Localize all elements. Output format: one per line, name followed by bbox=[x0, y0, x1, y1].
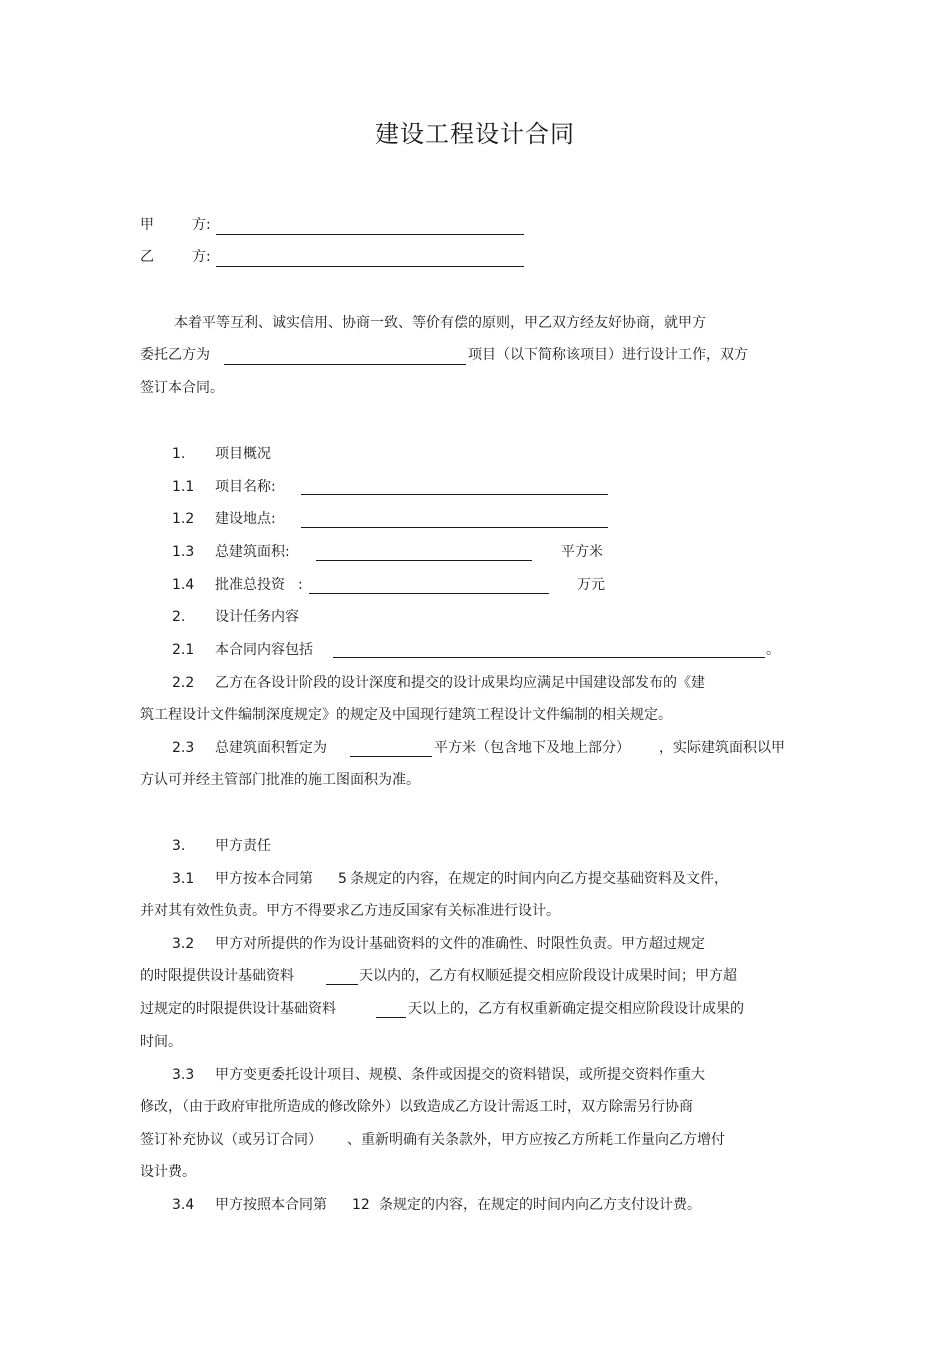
clause-3-2-line-1: 甲方对所提供的作为设计基础资料的文件的准确性、时限性负责。甲方超过规定 bbox=[215, 936, 705, 952]
party-a-blank[interactable] bbox=[216, 234, 524, 235]
clause-2-3-line-2: 方认可并经主管部门批准的施工图面积为准。 bbox=[140, 772, 420, 788]
clause-2-2-line-2: 筑工程设计文件编制深度规定》的规定及中国现行建筑工程设计文件编制的相关规定。 bbox=[140, 707, 672, 723]
clause-1-4-colon: : bbox=[298, 577, 303, 593]
intro-line-2a: 委托乙方为 bbox=[140, 347, 210, 363]
clause-3-4-number: 3.4 bbox=[172, 1197, 195, 1213]
clause-1-4-label: 批准总投资 bbox=[215, 577, 285, 593]
project-name-field[interactable] bbox=[301, 494, 608, 495]
clause-3-3-line-3b: 、重新明确有关条款外，甲方应按乙方所耗工作量向乙方增付 bbox=[347, 1132, 725, 1148]
section-1-title: 项目概况 bbox=[215, 446, 271, 462]
section-2-number: 2. bbox=[172, 609, 186, 625]
clause-3-2-line-4: 时间。 bbox=[140, 1034, 182, 1050]
clause-1-4-number: 1.4 bbox=[172, 577, 195, 593]
party-a-label: 甲 bbox=[140, 217, 154, 233]
intro-line-3: 签订本合同。 bbox=[140, 380, 224, 396]
clause-3-1-number: 3.1 bbox=[172, 871, 195, 887]
site-location-field[interactable] bbox=[301, 527, 608, 528]
party-b-suffix: 方: bbox=[192, 249, 211, 265]
page-title: 建设工程设计合同 bbox=[375, 120, 575, 148]
clause-2-3-text-a: 总建筑面积暂定为 bbox=[215, 740, 327, 756]
total-area-field[interactable] bbox=[316, 560, 532, 561]
clause-3-1-text-b: 条规定的内容，在规定的时间内向乙方提交基础资料及文件， bbox=[350, 871, 728, 887]
clause-3-3-line-2: 修改，（由于政府审批所造成的修改除外）以致造成乙方设计需返工时，双方除需另行协商 bbox=[140, 1099, 693, 1115]
clause-3-2-line-3b: 天以上的，乙方有权重新确定提交相应阶段设计成果的 bbox=[408, 1001, 744, 1017]
party-b-label: 乙 bbox=[140, 249, 154, 265]
clause-3-2-line-2b: 天以内的，乙方有权顺延提交相应阶段设计成果时间；甲方超 bbox=[359, 968, 737, 984]
clause-1-1-number: 1.1 bbox=[172, 479, 195, 495]
clause-2-2-number: 2.2 bbox=[172, 675, 195, 691]
total-investment-field[interactable] bbox=[309, 593, 549, 594]
clause-1-3-number: 1.3 bbox=[172, 544, 195, 560]
section-3-number: 3. bbox=[172, 838, 186, 854]
clause-3-3-line-4: 设计费。 bbox=[140, 1164, 196, 1180]
clause-3-3-number: 3.3 bbox=[172, 1067, 195, 1083]
clause-1-3-unit: 平方米 bbox=[561, 544, 603, 560]
contract-scope-field[interactable] bbox=[333, 657, 765, 658]
clause-3-4-text-b: 条规定的内容，在规定的时间内向乙方支付设计费。 bbox=[379, 1197, 701, 1213]
clause-1-4-unit: 万元 bbox=[577, 577, 605, 593]
clause-3-3-line-3a: 签订补充协议（或另订合同） bbox=[140, 1132, 322, 1148]
clause-2-2-line-1: 乙方在各设计阶段的设计深度和提交的设计成果均应满足中国建设部发布的《建 bbox=[215, 675, 705, 691]
clause-2-3-text-c: ，实际建筑面积以甲 bbox=[659, 740, 785, 756]
project-name-blank[interactable] bbox=[224, 364, 466, 365]
clause-3-2-number: 3.2 bbox=[172, 936, 195, 952]
clause-1-2-number: 1.2 bbox=[172, 511, 195, 527]
clause-2-3-number: 2.3 bbox=[172, 740, 195, 756]
section-2-title: 设计任务内容 bbox=[215, 609, 299, 625]
section-1-number: 1. bbox=[172, 446, 186, 462]
intro-line-1: 本着平等互利、诚实信用、协商一致、等价有偿的原则，甲乙双方经友好协商，就甲方 bbox=[174, 315, 706, 331]
clause-1-3-label: 总建筑面积: bbox=[215, 544, 290, 560]
clause-3-4-ref: 12 bbox=[352, 1197, 370, 1213]
clause-3-1-ref: 5 bbox=[338, 871, 347, 887]
delay-days-field-2[interactable] bbox=[376, 1017, 406, 1018]
clause-3-1-line-2: 并对其有效性负责。甲方不得要求乙方违反国家有关标准进行设计。 bbox=[140, 903, 560, 919]
clause-2-1-end: 。 bbox=[766, 642, 780, 658]
delay-days-field-1[interactable] bbox=[326, 984, 358, 985]
clause-3-3-line-1: 甲方变更委托设计项目、规模、条件或因提交的资料错误，或所提交资料作重大 bbox=[215, 1067, 705, 1083]
clause-2-1-text: 本合同内容包括 bbox=[215, 642, 313, 658]
clause-3-2-line-3a: 过规定的时限提供设计基础资料 bbox=[140, 1001, 336, 1017]
clause-2-1-number: 2.1 bbox=[172, 642, 195, 658]
clause-2-3-text-b: 平方米（包含地下及地上部分） bbox=[434, 740, 630, 756]
section-3-title: 甲方责任 bbox=[215, 838, 271, 854]
clause-3-4-text-a: 甲方按照本合同第 bbox=[215, 1197, 327, 1213]
tentative-area-field[interactable] bbox=[350, 756, 432, 757]
clause-3-1-text-a: 甲方按本合同第 bbox=[215, 871, 313, 887]
clause-3-2-line-2a: 的时限提供设计基础资料 bbox=[140, 968, 294, 984]
clause-1-1-label: 项目名称: bbox=[215, 479, 276, 495]
clause-1-2-label: 建设地点: bbox=[215, 511, 276, 527]
intro-line-2b: 项目（以下简称该项目）进行设计工作，双方 bbox=[468, 347, 748, 363]
party-a-suffix: 方: bbox=[192, 217, 211, 233]
party-b-blank[interactable] bbox=[216, 266, 524, 267]
